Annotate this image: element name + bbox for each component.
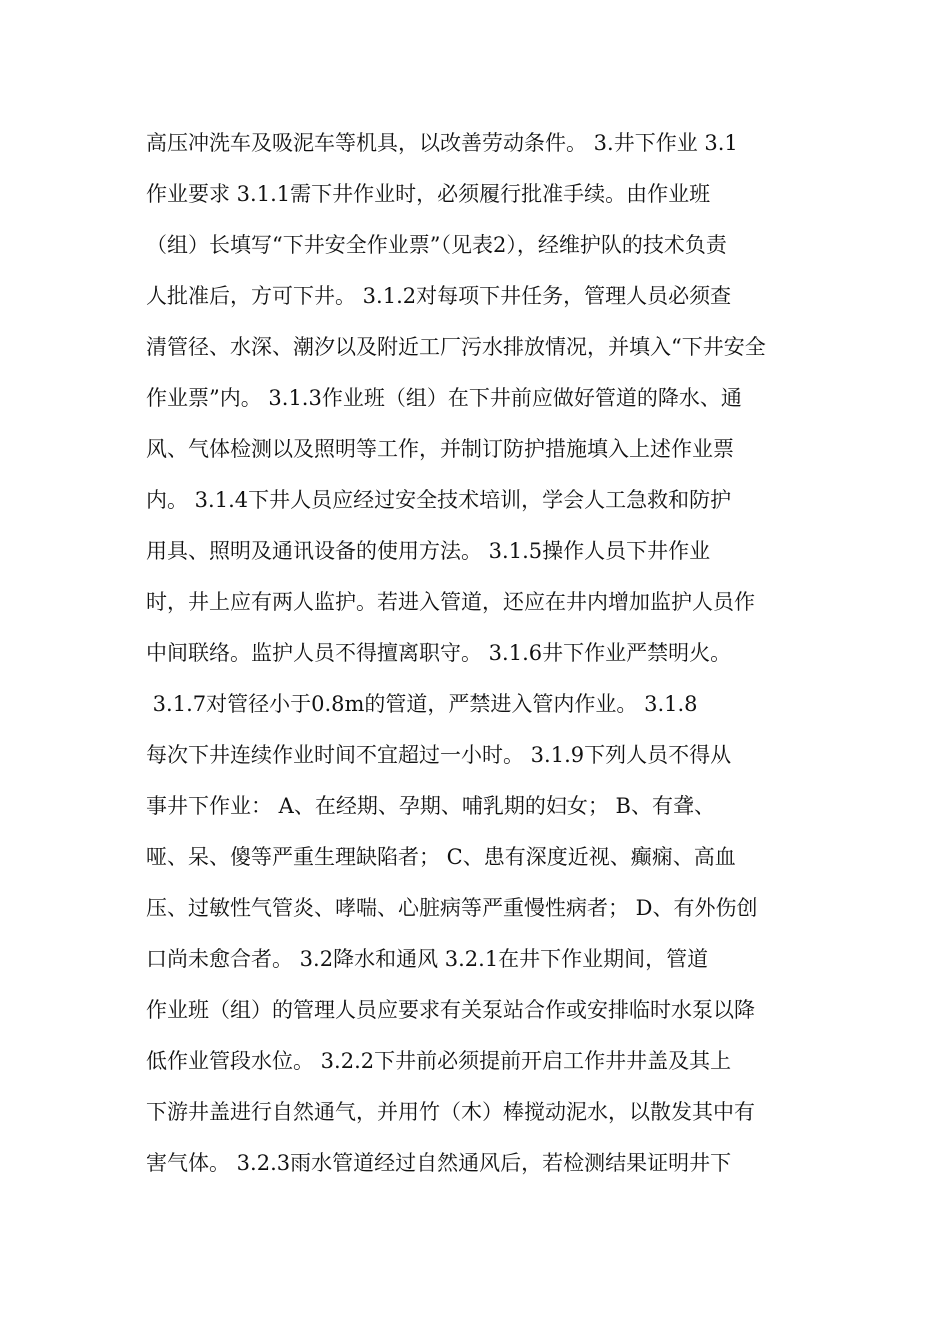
text-line-6: 作业票”内。 3.1.3作业班（组）在下井前应做好管道的降水、通 (146, 386, 742, 410)
text-line-9: 用具、照明及通讯设备的使用方法。 3.1.5操作人员下井作业 (146, 539, 711, 563)
text-line-10: 时，井上应有两人监护。若进入管道，还应在井内增加监护人员作 (146, 590, 755, 614)
text-line-2: 作业要求 3.1.1需下井作业时，必须履行批准手续。由作业班 (146, 182, 711, 206)
text-line-4: 人批准后，方可下井。 3.1.2对每项下井任务，管理人员必须查 (146, 284, 732, 308)
text-line-14: 事井下作业： A、在经期、孕期、哺乳期的妇女； B、有聋、 (146, 794, 715, 818)
text-line-21: 害气体。 3.2.3雨水管道经过自然通风后，若检测结果证明井下 (146, 1151, 732, 1175)
text-line-11: 中间联络。监护人员不得擅离职守。 3.1.6井下作业严禁明火。 (146, 641, 732, 665)
text-line-3: （组）长填写“下井安全作业票”（见表2），经维护队的技术负责 (146, 233, 727, 257)
text-line-8: 内。 3.1.4下井人员应经过安全技术培训，学会人工急救和防护 (146, 488, 732, 512)
text-line-17: 口尚未愈合者。 3.2降水和通风 3.2.1在井下作业期间，管道 (146, 947, 709, 971)
text-line-12: 3.1.7对管径小于0.8m的管道，严禁进入管内作业。 3.1.8 (146, 692, 698, 716)
text-line-13: 每次下井连续作业时间不宜超过一小时。 3.1.9下列人员不得从 (146, 743, 732, 767)
text-line-5: 清管径、水深、潮汐以及附近工厂污水排放情况，并填入“下井安全 (146, 335, 766, 359)
text-line-15: 哑、呆、傻等严重生理缺陷者； C、患有深度近视、癫痫、高血 (146, 845, 736, 869)
text-line-19: 低作业管段水位。 3.2.2下井前必须提前开启工作井井盖及其上 (146, 1049, 732, 1073)
text-line-1: 高压冲洗车及吸泥车等机具，以改善劳动条件。 3.井下作业 3.1 (146, 131, 738, 155)
text-line-18: 作业班（组）的管理人员应要求有关泵站合作或安排临时水泵以降 (146, 998, 755, 1022)
text-line-16: 压、过敏性气管炎、哮喘、心脏病等严重慢性病者； D、有外伤创 (146, 896, 758, 920)
body-text (146, 118, 826, 1189)
text-line-7: 风、气体检测以及照明等工作，并制订防护措施填入上述作业票 (146, 437, 734, 461)
text-line-20: 下游井盖进行自然通气，并用竹（木）棒搅动泥水，以散发其中有 (146, 1100, 755, 1124)
